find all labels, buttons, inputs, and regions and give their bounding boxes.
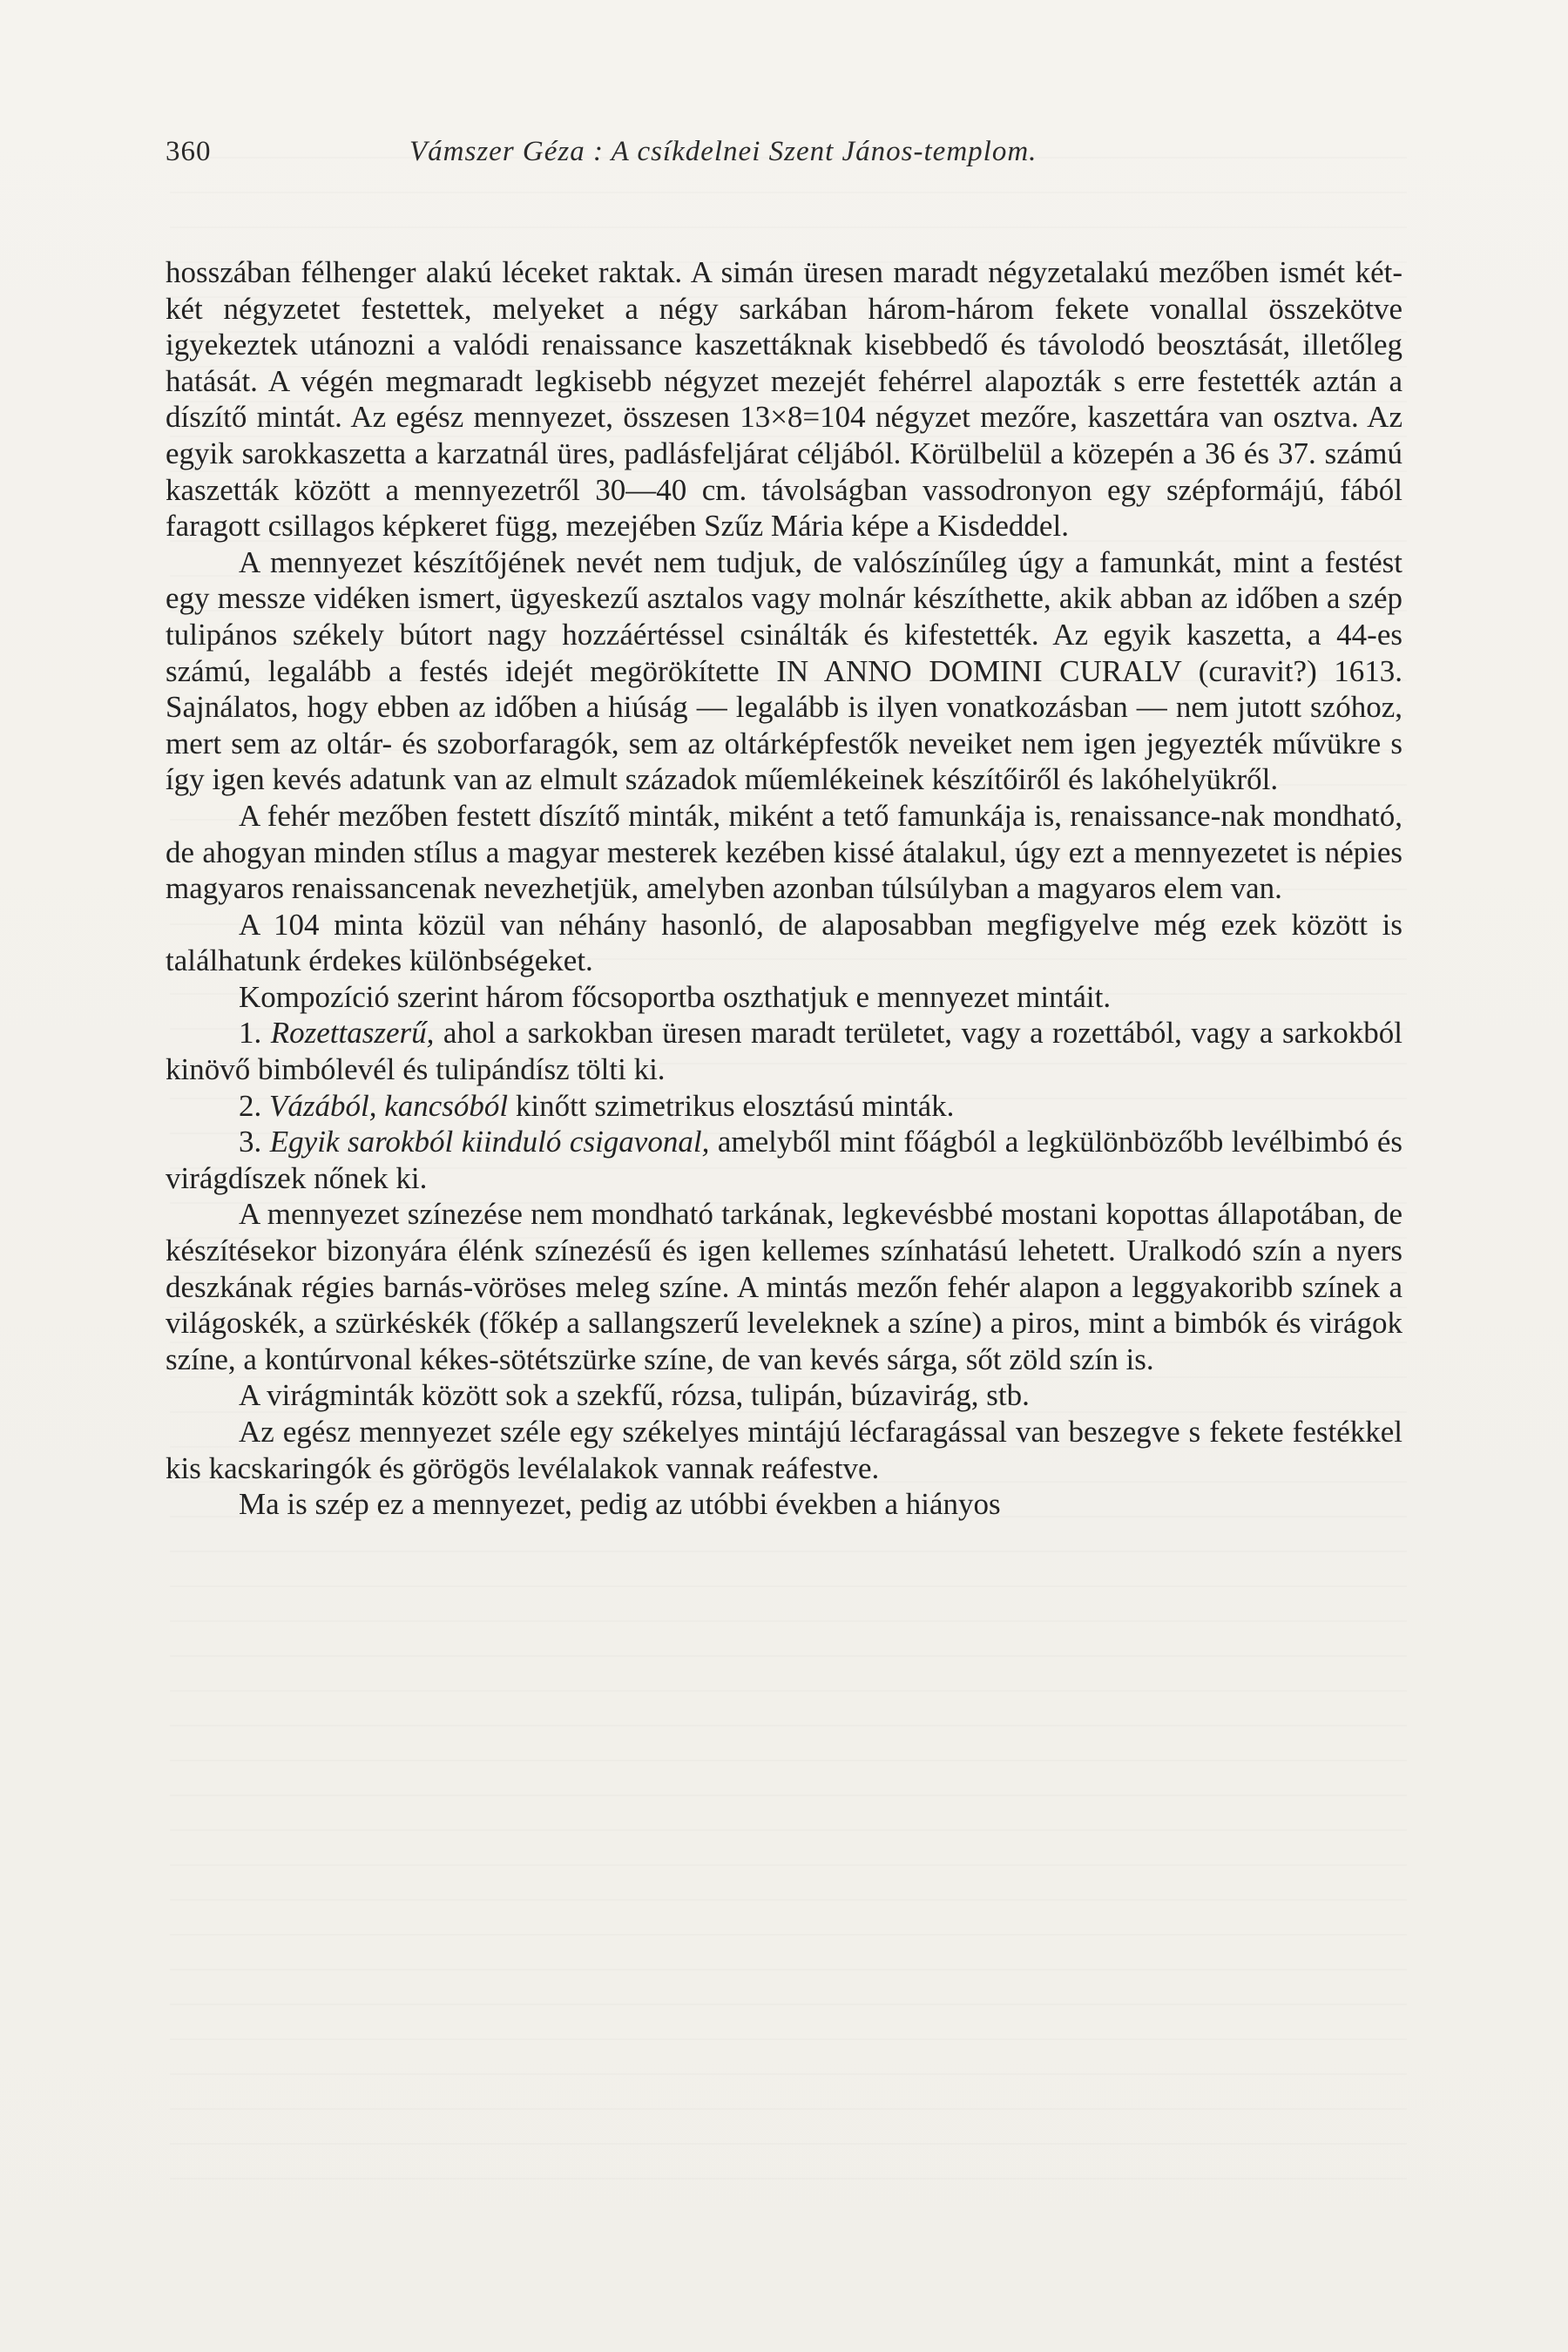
list-item-1: 1. Rozettaszerű, ahol a sarkokban üresen maradt területet, vagy a rozettából, vagy a sarkokból kinövő bimbólevél és tulipándísz tölti ki.: [166, 1016, 1402, 1087]
paragraph-8: Az egész mennyezet széle egy székelyes mintájú lécfaragással van beszegve s fekete festékkel kis kacskaringók és görögös levélalakok vannak reáfestve.: [166, 1415, 1402, 1485]
paragraph-3: A fehér mezőben festett díszítő minták, miként a tető famunkája is, renaissance-nak mondható, de ahogyan minden stílus a magyar mesterek kezében kissé átalakul, úgy ezt a mennyezetet is népies magyaros renaissancenak nevezhetjük, amelyben azonban túlsúlyban a magyaros elem van.: [166, 798, 1402, 906]
running-title: Vámszer Géza : A csíkdelnei Szent János-templom.: [409, 136, 1037, 167]
page-number: 360: [166, 136, 212, 167]
paragraph-7: A virágminták között sok a szekfű, rózsa, tulipán, búzavirág, stb.: [239, 1378, 1030, 1413]
paragraph-6: A mennyezet színezése nem mondható tarkának, legkevésbbé mostani kopottas állapotában, de készítésekor bizonyára élénk színezésű és igen kellemes színhatású lehetett. Uralkodó szín a nyers deszkának régies barnás-vöröses meleg színe. A mintás mezőn fehér alapon a leggyakoribb színek a világoskék, a szürkéskék (főkép a sallangszerű leveleknek a színe) a piros, mint a bimbók és virágok színe, a kontúrvonal kékes-sötétszürke színe, de van kevés sárga, sőt zöld szín is.: [166, 1197, 1402, 1376]
paragraph-5: Kompozíció szerint három főcsoportba oszthatjuk e mennyezet mintáit.: [239, 979, 1112, 1014]
page-header: [166, 131, 1411, 183]
paragraph-1: hosszában félhenger alakú léceket raktak. A simán üresen maradt négyzetalakú mezőben ismét két-két négyzetet festettek, melyeket a négy sarkában három-három fekete vonallal összekötve igyekeztek utánozni a valódi renaissance kaszettáknak kisebbedő és távolodó beosztását, illetőleg hatását. A végén megmaradt legkisebb négyzet mezejét fehérrel alapozták s erre festették aztán a díszítő mintát. Az egész mennyezet, összesen 13×8=104 négyzet mezőre, kaszettára van osztva. Az egyik sarokkaszetta a karzatnál üres, padlásfeljárat céljából. Körülbelül a közepén a 36 és 37. számú kaszetták között a mennyezetről 30—40 cm. távolságban vassodronyon egy szépformájú, fából faragott csillagos képkeret függ, mezejében Szűz Mária képe a Kisdeddel.: [166, 255, 1402, 544]
list-item-3: 3. Egyik sarokból kiinduló csigavonal, amelyből mint főágból a legkülönbözőbb levélbimbó és virágdíszek nőnek ki.: [166, 1125, 1402, 1195]
body-text: [166, 254, 1402, 1523]
paragraph-2: A mennyezet készítőjének nevét nem tudjuk, de valószínűleg úgy a famunkát, mint a festést egy messze vidéken ismert, ügyeskezű asztalos vagy molnár készíthette, akik abban az időben a szép tulipános székely bútort nagy hozzáértéssel csinálták és kifestették. Az egyik kaszetta, a 44-es számú, legalább a festés idejét megörökítette IN ANNO DOMINI CURALV (curavit?) 1613. Sajnálatos, hogy ebben az időben a hiúság — legalább is ilyen vonatkozásban — nem jutott szóhoz, mert sem az oltár- és szoborfaragók, sem az oltárképfestők neveiket nem igen jegyezték művükre s így igen kevés adatunk van az elmult századok műemlékeinek készítőiről és lakóhelyükről.: [166, 544, 1402, 797]
list-item-2: 2. Vázából, kancsóból kinőtt szimetrikus elosztású minták.: [239, 1088, 955, 1123]
paragraph-9: Ma is szép ez a mennyezet, pedig az utóbbi években a hiányos: [239, 1487, 1001, 1522]
paragraph-4: A 104 minta közül van néhány hasonló, de alaposabban megfigyelve még ezek között is találhatunk érdekes különbségeket.: [166, 907, 1402, 978]
